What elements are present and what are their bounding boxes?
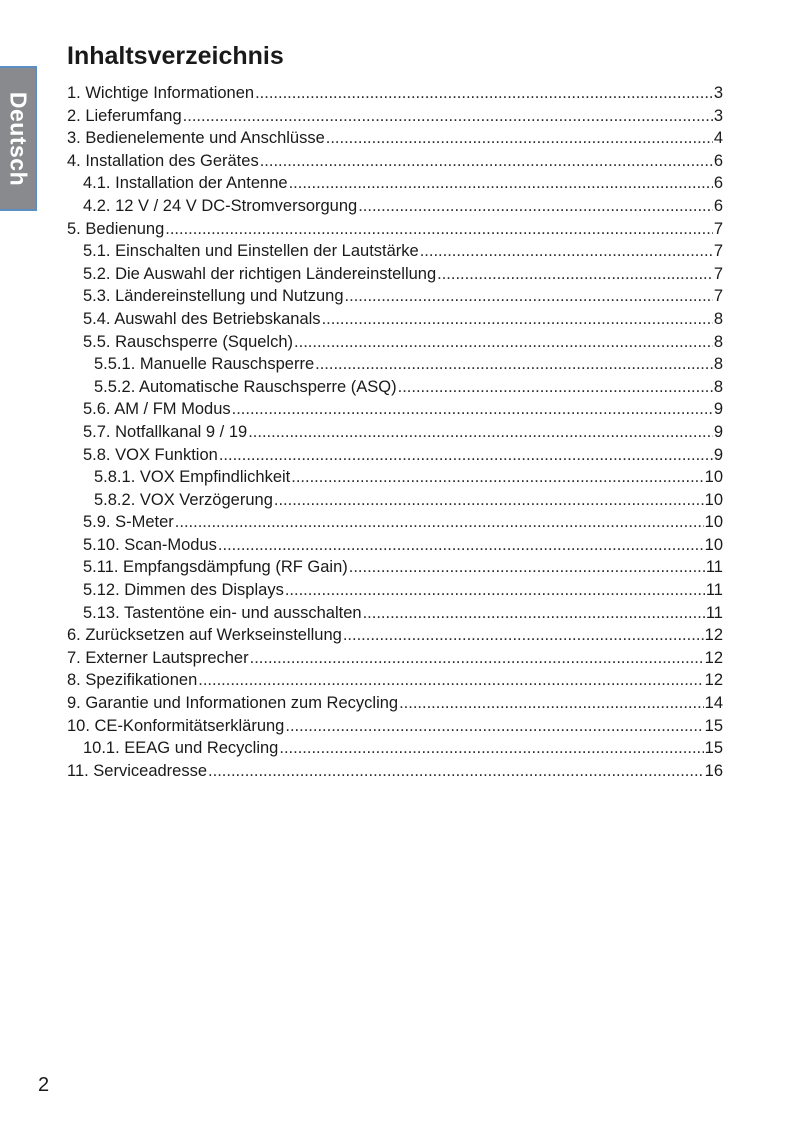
language-tab-label: Deutsch bbox=[5, 91, 31, 186]
toc-entry-page: 9 bbox=[713, 422, 723, 441]
toc-entry-title: 10.1. EEAG und Recycling bbox=[83, 739, 279, 758]
page-title: Inhaltsverzeichnis bbox=[67, 42, 284, 70]
toc-entry[interactable] bbox=[67, 150, 723, 173]
toc-entry-page: 10 bbox=[704, 513, 723, 532]
toc-entry[interactable] bbox=[67, 579, 723, 602]
toc-dot-leader bbox=[279, 737, 703, 760]
toc-entry[interactable] bbox=[67, 263, 723, 286]
toc-dot-leader bbox=[326, 127, 713, 150]
toc-entry-title: 5.2. Die Auswahl der richtigen Ländereinstellung bbox=[83, 264, 437, 283]
toc-entry-page: 6 bbox=[713, 151, 723, 170]
toc-entry-page: 6 bbox=[713, 196, 723, 215]
toc-entry[interactable] bbox=[67, 715, 723, 738]
toc-entry[interactable] bbox=[67, 127, 723, 150]
toc-entry-page: 12 bbox=[704, 648, 723, 667]
toc-dot-leader bbox=[363, 602, 705, 625]
toc-entry[interactable] bbox=[67, 647, 723, 670]
toc-entry[interactable] bbox=[67, 737, 723, 760]
toc-entry[interactable] bbox=[67, 669, 723, 692]
toc-dot-leader bbox=[399, 692, 704, 715]
toc-entry-page: 8 bbox=[713, 355, 723, 374]
toc-entry-title: 5.1. Einschalten und Einstellen der Lautstärke bbox=[83, 242, 419, 261]
toc-entry[interactable] bbox=[67, 172, 723, 195]
toc-entry-page: 12 bbox=[704, 671, 723, 690]
toc-entry-page: 3 bbox=[713, 84, 723, 102]
toc-dot-leader bbox=[260, 150, 713, 173]
toc-entry[interactable] bbox=[67, 511, 723, 534]
toc-entry-title: 5.8.1. VOX Empfindlichkeit bbox=[94, 468, 291, 487]
toc-dot-leader bbox=[345, 285, 713, 308]
toc-entry-title: 1. Wichtige Informationen bbox=[67, 84, 255, 102]
toc-entry[interactable] bbox=[67, 602, 723, 625]
toc-dot-leader bbox=[165, 218, 713, 241]
toc-dot-leader bbox=[208, 760, 704, 783]
toc-entry[interactable] bbox=[67, 624, 723, 647]
toc-entry[interactable] bbox=[67, 421, 723, 444]
toc-entry-title: 5.8.2. VOX Verzögerung bbox=[94, 490, 273, 509]
toc-entry[interactable] bbox=[67, 376, 723, 399]
toc-dot-leader bbox=[274, 489, 704, 512]
toc-entry-title: 4.2. 12 V / 24 V DC-Stromversorgung bbox=[83, 196, 358, 215]
toc-dot-leader bbox=[291, 466, 703, 489]
toc-entry-title: 6. Zurücksetzen auf Werkseinstellung bbox=[67, 626, 342, 645]
toc-entry[interactable] bbox=[67, 218, 723, 241]
toc-dot-leader bbox=[285, 579, 705, 602]
toc-entry-title: 5.11. Empfangsdämpfung (RF Gain) bbox=[83, 558, 348, 577]
toc-entry-title: 10. CE-Konformitätserklärung bbox=[67, 716, 285, 735]
toc-entry-page: 16 bbox=[704, 761, 723, 780]
toc-dot-leader bbox=[248, 421, 713, 444]
toc-entry-page: 7 bbox=[713, 287, 723, 306]
toc-dot-leader bbox=[343, 624, 704, 647]
toc-dot-leader bbox=[183, 105, 713, 128]
toc-dot-leader bbox=[349, 556, 705, 579]
toc-entry[interactable] bbox=[67, 82, 723, 105]
toc-entry-page: 8 bbox=[713, 377, 723, 396]
toc-entry-page: 12 bbox=[704, 626, 723, 645]
toc-dot-leader bbox=[358, 195, 713, 218]
toc-dot-leader bbox=[398, 376, 713, 399]
toc-entry[interactable] bbox=[67, 444, 723, 467]
toc-entry-page: 8 bbox=[713, 332, 723, 351]
toc-entry-title: 3. Bedienelemente und Anschlüsse bbox=[67, 129, 325, 148]
toc-entry-page: 14 bbox=[704, 694, 723, 713]
toc-entry[interactable] bbox=[67, 692, 723, 715]
toc-entry-page: 10 bbox=[704, 535, 723, 554]
toc-dot-leader bbox=[219, 444, 713, 467]
toc-entry-title: 5.13. Tastentöne ein- und ausschalten bbox=[83, 603, 362, 622]
toc-entry-page: 10 bbox=[704, 490, 723, 509]
toc-dot-leader bbox=[250, 647, 704, 670]
toc-entry-title: 2. Lieferumfang bbox=[67, 106, 182, 125]
toc-entry[interactable] bbox=[67, 353, 723, 376]
table-of-contents bbox=[67, 82, 723, 782]
toc-entry-page: 9 bbox=[713, 400, 723, 419]
toc-entry-page: 3 bbox=[713, 106, 723, 125]
toc-entry[interactable] bbox=[67, 308, 723, 331]
toc-entry-title: 5.7. Notfallkanal 9 / 19 bbox=[83, 422, 248, 441]
toc-entry[interactable] bbox=[67, 489, 723, 512]
toc-dot-leader bbox=[420, 240, 713, 263]
toc-dot-leader bbox=[315, 353, 713, 376]
toc-entry-title: 5.6. AM / FM Modus bbox=[83, 400, 231, 419]
toc-dot-leader bbox=[255, 82, 713, 105]
toc-entry-page: 15 bbox=[704, 739, 723, 758]
toc-entry-title: 11. Serviceadresse bbox=[67, 761, 208, 780]
toc-entry-page: 7 bbox=[713, 242, 723, 261]
toc-entry[interactable] bbox=[67, 195, 723, 218]
toc-entry-page: 11 bbox=[705, 603, 723, 622]
toc-entry-title: 4.1. Installation der Antenne bbox=[83, 174, 288, 193]
toc-entry[interactable] bbox=[67, 285, 723, 308]
toc-dot-leader bbox=[294, 331, 713, 354]
toc-entry-title: 5.5.2. Automatische Rauschsperre (ASQ) bbox=[94, 377, 397, 396]
toc-entry-page: 9 bbox=[713, 445, 723, 464]
toc-entry-page: 8 bbox=[713, 309, 723, 328]
toc-entry-title: 4. Installation des Gerätes bbox=[67, 151, 259, 170]
toc-entry[interactable] bbox=[67, 466, 723, 489]
toc-entry[interactable] bbox=[67, 240, 723, 263]
toc-dot-leader bbox=[322, 308, 713, 331]
toc-entry-title: 5. Bedienung bbox=[67, 219, 165, 238]
toc-entry[interactable] bbox=[67, 105, 723, 128]
toc-entry-page: 6 bbox=[713, 174, 723, 193]
toc-entry-title: 5.4. Auswahl des Betriebskanals bbox=[83, 309, 321, 328]
page-number: 2 bbox=[38, 1074, 50, 1096]
toc-entry-title: 5.3. Ländereinstellung und Nutzung bbox=[83, 287, 344, 306]
toc-dot-leader bbox=[289, 172, 713, 195]
toc-entry[interactable] bbox=[67, 398, 723, 421]
toc-entry[interactable] bbox=[67, 556, 723, 579]
toc-entry[interactable] bbox=[67, 331, 723, 354]
toc-dot-leader bbox=[175, 511, 704, 534]
toc-entry-title: 5.9. S-Meter bbox=[83, 513, 174, 532]
toc-dot-leader bbox=[437, 263, 713, 286]
toc-entry-title: 5.5.1. Manuelle Rauschsperre bbox=[94, 355, 315, 374]
toc-entry[interactable] bbox=[67, 760, 723, 783]
toc-entry-title: 5.5. Rauschsperre (Squelch) bbox=[83, 332, 294, 351]
language-tab bbox=[0, 66, 37, 211]
toc-entry-page: 11 bbox=[705, 558, 723, 577]
toc-dot-leader bbox=[285, 715, 703, 738]
toc-entry-page: 15 bbox=[704, 716, 723, 735]
toc-entry[interactable] bbox=[67, 534, 723, 557]
toc-entry-title: 5.12. Dimmen des Displays bbox=[83, 581, 284, 600]
toc-entry-title: 8. Spezifikationen bbox=[67, 671, 198, 690]
toc-entry-page: 10 bbox=[704, 468, 723, 487]
toc-entry-page: 7 bbox=[713, 264, 723, 283]
toc-entry-page: 7 bbox=[713, 219, 723, 238]
toc-entry-title: 9. Garantie und Informationen zum Recycling bbox=[67, 694, 399, 713]
toc-entry-title: 5.10. Scan-Modus bbox=[83, 535, 217, 554]
toc-entry-page: 11 bbox=[705, 581, 723, 600]
toc-entry-title: 5.8. VOX Funktion bbox=[83, 445, 218, 464]
toc-dot-leader bbox=[232, 398, 713, 421]
toc-dot-leader bbox=[198, 669, 703, 692]
toc-entry-page: 4 bbox=[713, 129, 723, 148]
toc-entry-title: 7. Externer Lautsprecher bbox=[67, 648, 249, 667]
toc-dot-leader bbox=[218, 534, 704, 557]
